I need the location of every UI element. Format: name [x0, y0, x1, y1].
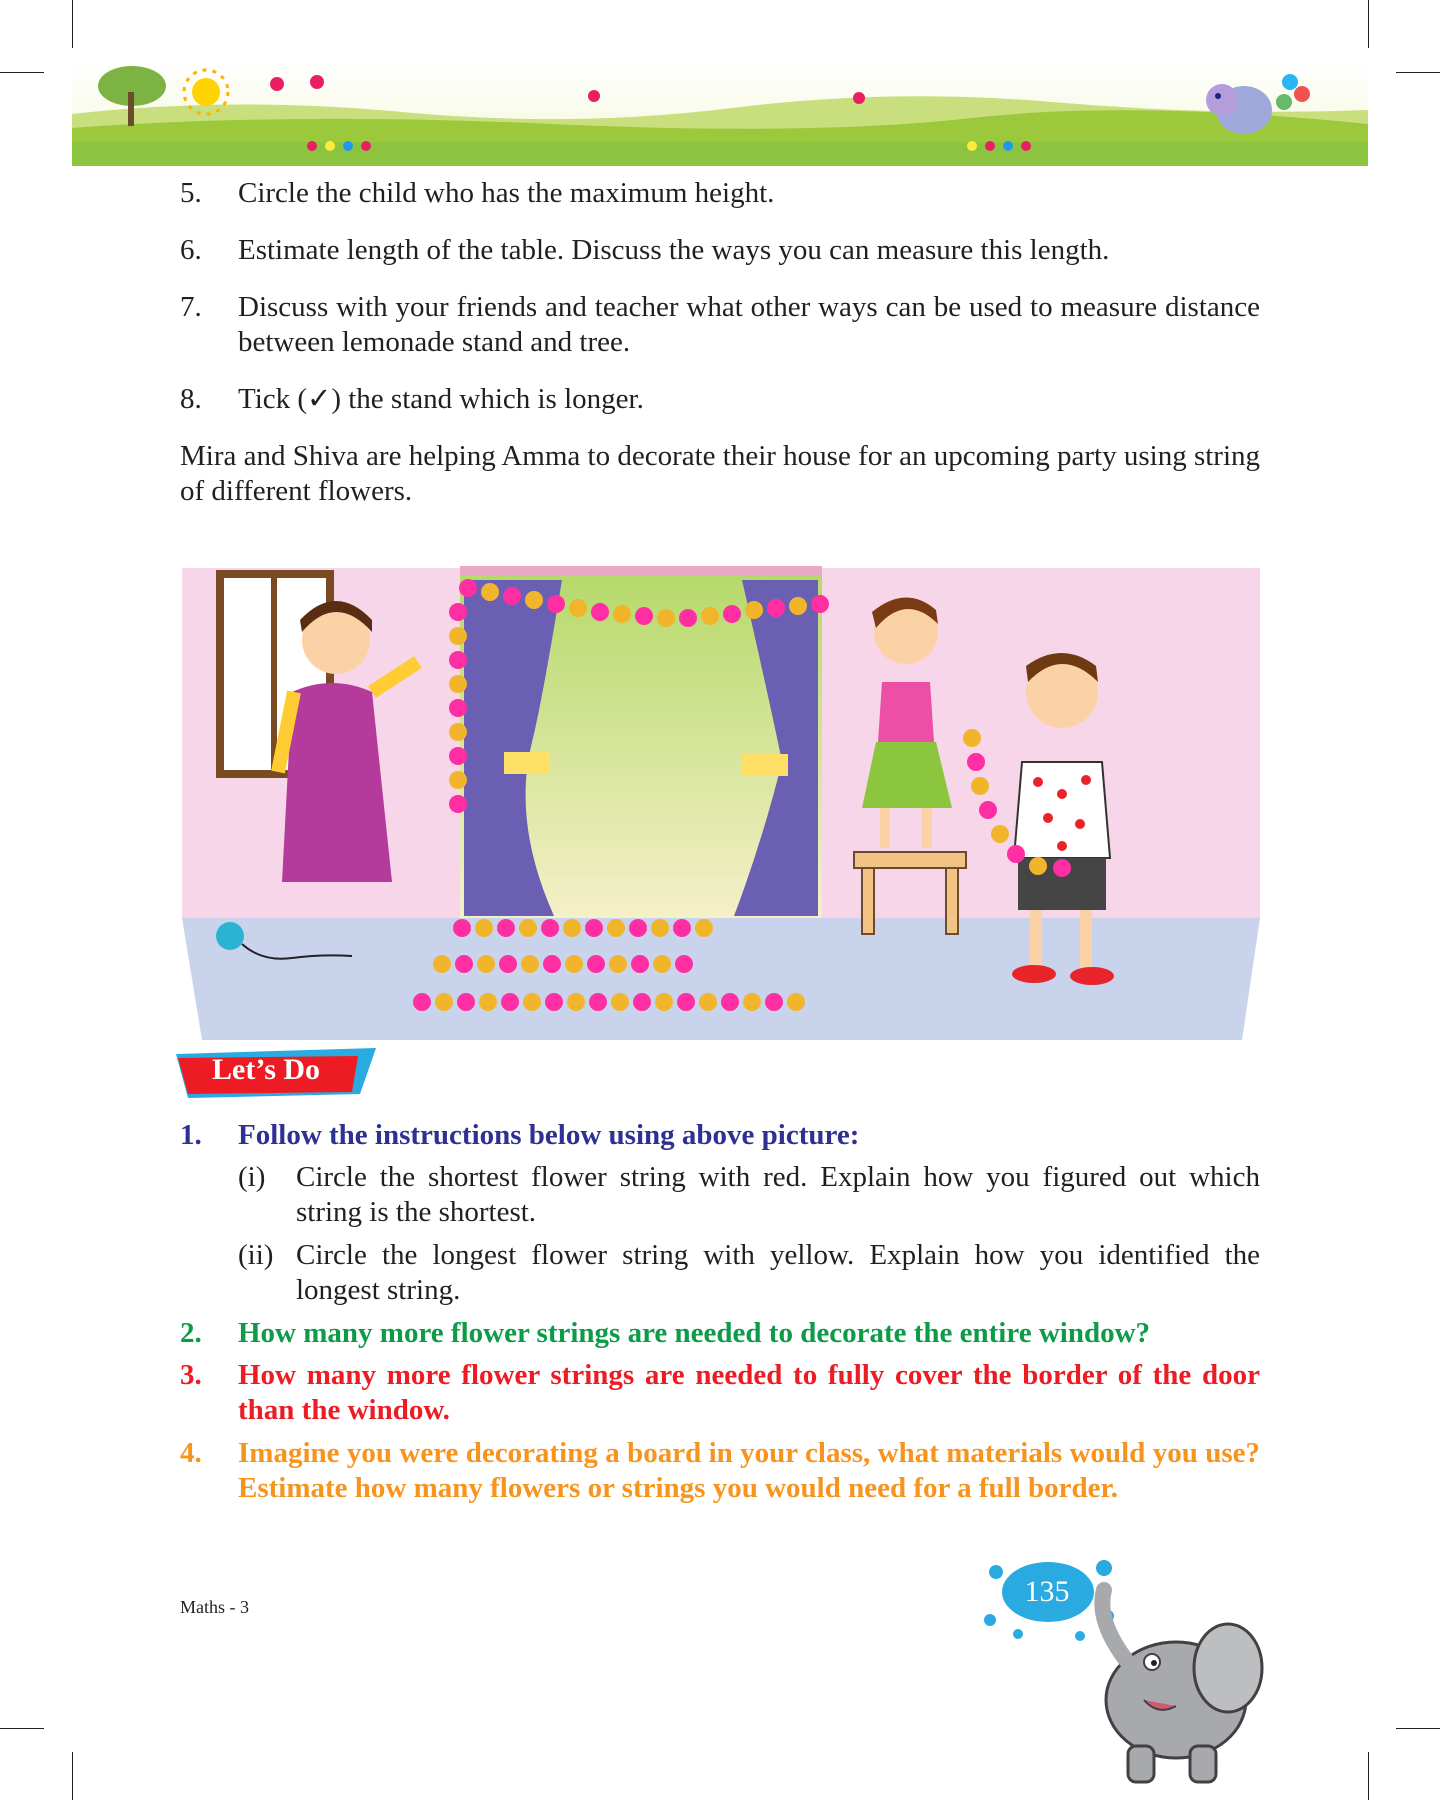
crop-mark [72, 1752, 73, 1800]
activity-number: 2. [180, 1317, 202, 1349]
crop-mark [0, 72, 44, 73]
question-8 [180, 382, 1260, 417]
decoration-scene-illustration [182, 562, 1260, 1040]
question-text: Tick (✓) the stand which is longer. [238, 383, 644, 415]
curtain-tie [504, 752, 550, 774]
crop-mark [1368, 0, 1369, 48]
question-text: Discuss with your friends and teacher what other ways can be used to measure distance between lemonade stand and tree. [238, 291, 1260, 358]
activity-number: 4. [180, 1437, 202, 1469]
question-number: 5. [180, 177, 202, 209]
question-7 [180, 290, 1260, 360]
question-5 [180, 176, 1260, 211]
activity-subitem-i [238, 1160, 1260, 1230]
crop-mark [1396, 72, 1440, 73]
question-6 [180, 233, 1260, 268]
intro-paragraph: Mira and Shiva are helping Amma to decorate their house for an upcoming party using string of different flowers. [180, 440, 1260, 507]
book-title-footer: Maths - 3 [180, 1597, 249, 1617]
activity-text: How many more flower strings are needed to fully cover the border of the door than the window. [238, 1359, 1260, 1426]
subitem-number: (i) [238, 1161, 266, 1193]
question-text: Circle the child who has the maximum height. [238, 177, 775, 209]
activity-text: How many more flower strings are needed to decorate the entire window? [238, 1317, 1151, 1349]
activity-number: 3. [180, 1359, 202, 1391]
question-number: 7. [180, 291, 202, 323]
activity-text: Imagine you were decorating a board in your class, what materials would you use? Estimate how many flowers or strings you would need for a full border. [238, 1437, 1260, 1504]
activity-item-1 [180, 1118, 1260, 1153]
crop-mark [1368, 1752, 1369, 1800]
activity-subitem-ii [238, 1238, 1260, 1308]
crop-mark [0, 1728, 44, 1729]
page-number: 135 [1024, 1575, 1070, 1608]
activity-item-4 [180, 1436, 1260, 1506]
activity-text: Follow the instructions below using above picture: [238, 1119, 860, 1151]
activity-item-2 [180, 1316, 1260, 1351]
subitem-text: Circle the shortest flower string with red. Explain how you figured out which string is the shortest. [296, 1161, 1260, 1228]
elephant-mascot-icon [1102, 1590, 1262, 1782]
question-number: 6. [180, 234, 202, 266]
lets-do-label: Let’s Do [212, 1053, 321, 1086]
subitem-number: (ii) [238, 1239, 274, 1271]
curtain-tie [742, 754, 788, 776]
header-banner-illustration [72, 62, 1368, 166]
activity-number: 1. [180, 1119, 202, 1151]
crop-mark [72, 0, 73, 48]
question-number: 8. [180, 383, 202, 415]
question-text: Estimate length of the table. Discuss the ways you can measure this length. [238, 234, 1110, 266]
crop-mark [1396, 1728, 1440, 1729]
subitem-text: Circle the longest flower string with yellow. Explain how you identified the longest string. [296, 1239, 1260, 1306]
activity-item-3 [180, 1358, 1260, 1428]
